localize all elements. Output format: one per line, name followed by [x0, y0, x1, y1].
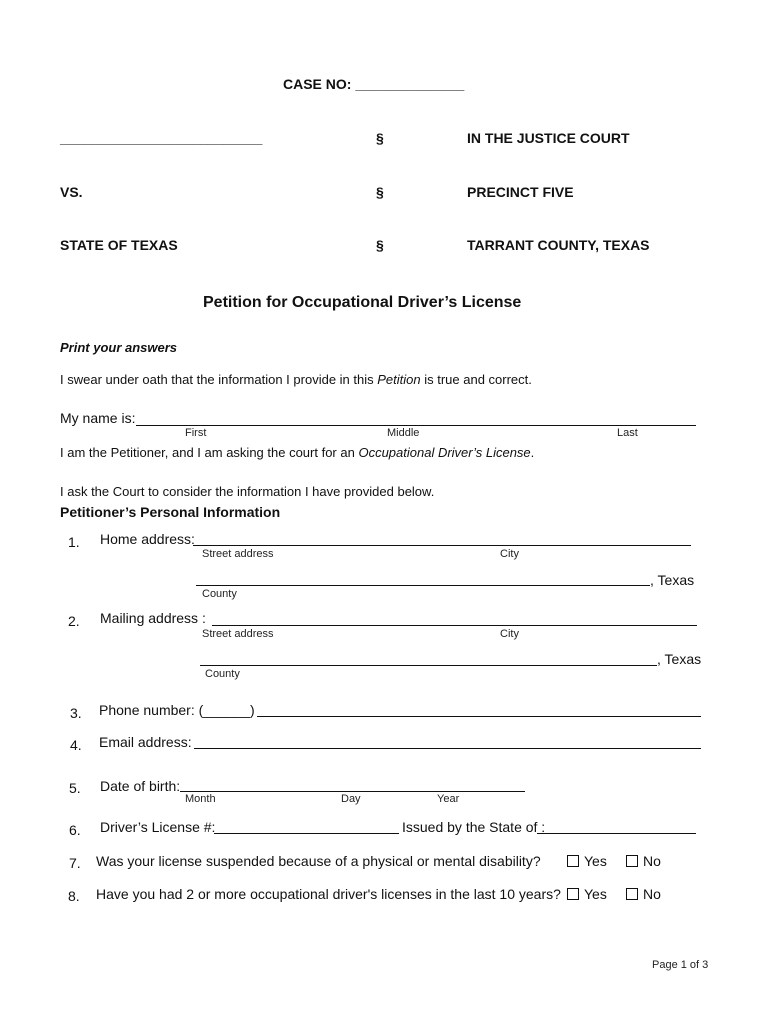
prior-licenses-question: Have you had 2 or more occupational driver's licenses in the last 10 years?	[96, 886, 561, 902]
home-county-caption: County	[202, 588, 237, 600]
license-number-field[interactable]	[214, 833, 399, 834]
item-7-number: 7.	[69, 855, 81, 871]
mailing-county-caption: County	[205, 668, 240, 680]
first-caption: First	[185, 427, 207, 439]
home-address-field[interactable]	[193, 545, 691, 546]
page-title: Petition for Occupational Driver’s License	[203, 294, 522, 311]
item-2-number: 2.	[68, 613, 80, 629]
checkbox-icon[interactable]	[567, 888, 579, 900]
dob-field[interactable]	[180, 791, 525, 792]
last-caption: Last	[617, 427, 638, 439]
suspended-no-option[interactable]: No	[626, 853, 661, 869]
month-caption: Month	[185, 793, 216, 805]
defendant: STATE OF TEXAS	[60, 237, 178, 253]
prior-no-option[interactable]: No	[626, 886, 661, 902]
vs-label: VS.	[60, 184, 83, 200]
mailing-address-field[interactable]	[212, 625, 697, 626]
home-state-suffix: , Texas	[650, 572, 695, 588]
suspended-question: Was your license suspended because of a physical or mental disability?	[96, 853, 541, 869]
section-sign-2: §	[376, 184, 384, 200]
consider-statement: I ask the Court to consider the information I have provided below.	[60, 484, 435, 499]
checkbox-icon[interactable]	[626, 855, 638, 867]
phone-label: Phone number: (______)	[99, 702, 255, 718]
middle-caption: Middle	[387, 427, 420, 439]
plaintiff-blank[interactable]: __________________________	[60, 130, 263, 146]
day-caption: Day	[341, 793, 361, 805]
mailing-address-label: Mailing address :	[100, 610, 206, 626]
item-8-number: 8.	[68, 888, 80, 904]
home-address-label: Home address:	[100, 531, 195, 547]
item-4-number: 4.	[70, 737, 82, 753]
item-3-number: 3.	[70, 705, 82, 721]
email-label: Email address:	[99, 734, 192, 750]
year-caption: Year	[437, 793, 460, 805]
page-number: Page 1 of 3	[652, 959, 709, 971]
section-sign-1: §	[376, 130, 384, 146]
home-county-field[interactable]	[196, 585, 650, 586]
home-city-caption: City	[500, 548, 519, 560]
phone-field[interactable]	[257, 716, 701, 717]
court-name: IN THE JUSTICE COURT	[467, 130, 630, 146]
petitioner-statement: I am the Petitioner, and I am asking the court for an Occupational Driver’s License.	[60, 445, 535, 460]
dob-label: Date of birth:	[100, 778, 181, 794]
suspended-yes-option[interactable]: Yes	[567, 853, 607, 869]
section-heading: Petitioner’s Personal Information	[60, 504, 281, 520]
prior-yes-option[interactable]: Yes	[567, 886, 607, 902]
mailing-state-suffix: , Texas	[657, 651, 702, 667]
issued-by-label: Issued by the State of :	[402, 819, 546, 835]
oath-statement: I swear under oath that the information I provide in this Petition is true and correct.	[60, 372, 532, 387]
item-6-number: 6.	[69, 822, 81, 838]
precinct: PRECINCT FIVE	[467, 184, 574, 200]
home-street-caption: Street address	[202, 548, 274, 560]
issued-state-field[interactable]	[537, 833, 696, 834]
mailing-street-caption: Street address	[202, 628, 274, 640]
case-number: CASE NO: ______________	[283, 76, 465, 92]
license-label: Driver’s License #:	[100, 819, 216, 835]
county-name: TARRANT COUNTY, TEXAS	[467, 237, 650, 253]
item-5-number: 5.	[69, 780, 81, 796]
name-label: My name is:	[60, 410, 136, 426]
mailing-county-field[interactable]	[200, 665, 657, 666]
email-field[interactable]	[194, 748, 701, 749]
checkbox-icon[interactable]	[567, 855, 579, 867]
section-sign-3: §	[376, 237, 384, 253]
mailing-city-caption: City	[500, 628, 519, 640]
print-answers: Print your answers	[60, 340, 178, 355]
name-field[interactable]	[136, 425, 696, 426]
checkbox-icon[interactable]	[626, 888, 638, 900]
item-1-number: 1.	[68, 534, 80, 550]
